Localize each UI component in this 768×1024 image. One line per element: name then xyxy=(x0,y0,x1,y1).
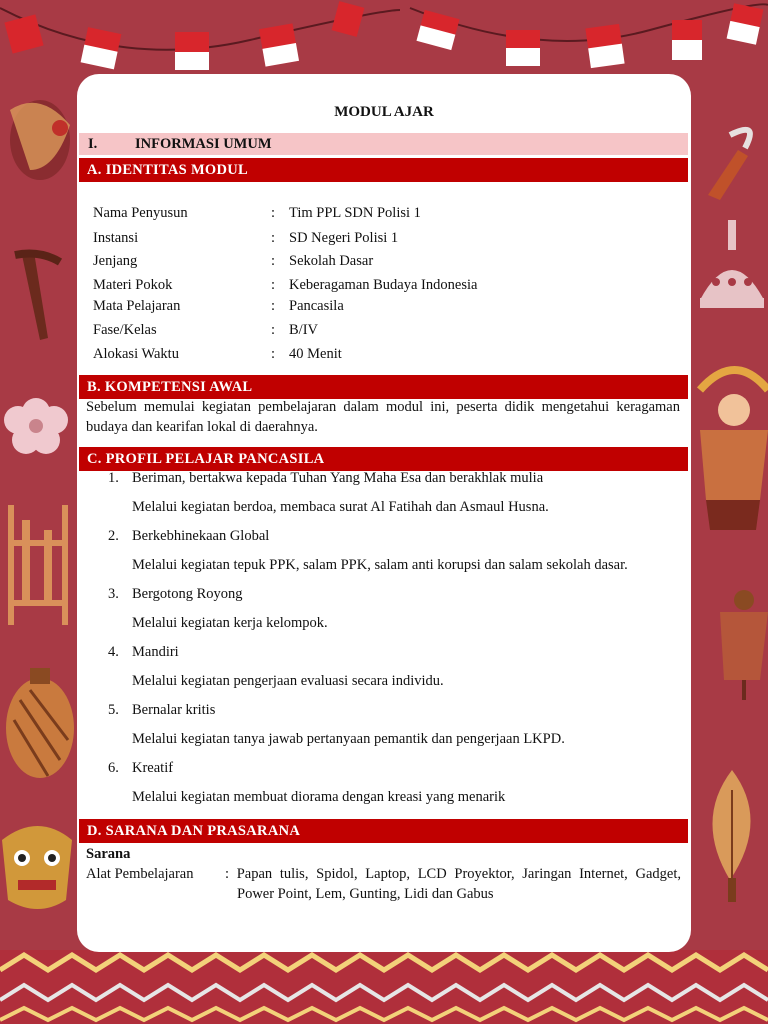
identity-colon: : xyxy=(271,277,276,293)
identity-label: Fase/Kelas xyxy=(93,322,157,338)
identity-colon: : xyxy=(271,253,276,269)
section-label: INFORMASI UMUM xyxy=(135,136,272,152)
list-item-title: Beriman, bertakwa kepada Tuhan Yang Maha Esa dan berakhlak mulia xyxy=(132,470,544,486)
section-profil-pelajar: C. PROFIL PELAJAR PANCASILA xyxy=(79,447,688,471)
alat-label: Alat Pembelajaran xyxy=(86,866,194,882)
list-item-description: Melalui kegiatan membuat diorama dengan kreasi yang menarik xyxy=(132,789,506,805)
identity-label: Mata Pelajaran xyxy=(93,298,181,314)
identity-label: Jenjang xyxy=(93,253,138,269)
identity-colon: : xyxy=(271,205,276,221)
list-number: 5. xyxy=(108,702,119,718)
identity-colon: : xyxy=(271,298,276,314)
identity-value: B/IV xyxy=(289,322,318,338)
list-item-description: Melalui kegiatan berdoa, membaca surat Al Fatihah dan Asmaul Husna. xyxy=(132,499,549,515)
bird-of-paradise-ornament xyxy=(10,100,70,180)
list-number: 1. xyxy=(108,470,119,486)
section-informasi-umum xyxy=(79,133,688,155)
identity-label: Instansi xyxy=(93,230,139,246)
list-item-title: Bergotong Royong xyxy=(132,586,243,602)
identity-value: Pancasila xyxy=(289,298,344,314)
list-item-description: Melalui kegiatan tepuk PPK, salam PPK, salam anti korupsi dan salam sekolah dasar. xyxy=(132,557,628,573)
barong-mask-ornament xyxy=(2,826,72,909)
kompetensi-awal-text: Sebelum memulai kegiatan pembelajaran dalam modul ini, peserta didik mengetahui keragaman budaya dan kearifan lokal di daerahnya. xyxy=(86,399,680,435)
identity-value: SD Negeri Polisi 1 xyxy=(289,230,399,246)
list-item-description: Melalui kegiatan kerja kelompok. xyxy=(132,615,328,631)
identity-label: Materi Pokok xyxy=(93,277,173,293)
section-number: I. xyxy=(88,136,98,152)
list-item-title: Mandiri xyxy=(132,644,179,660)
document-card xyxy=(77,74,691,952)
list-item-title: Berkebhinekaan Global xyxy=(132,528,270,544)
identity-colon: : xyxy=(271,322,276,338)
list-item-title: Kreatif xyxy=(132,760,174,776)
list-number: 3. xyxy=(108,586,119,602)
identity-value: 40 Menit xyxy=(289,346,342,362)
songket-border-pattern xyxy=(0,950,768,1024)
list-item-description: Melalui kegiatan tanya jawab pertanyaan pemantik dan pengerjaan LKPD. xyxy=(132,731,565,747)
identity-colon: : xyxy=(271,346,276,362)
list-number: 2. xyxy=(108,528,119,544)
identity-value: Tim PPL SDN Polisi 1 xyxy=(289,205,421,221)
list-item-title: Bernalar kritis xyxy=(132,702,216,718)
document-title: MODUL AJAR xyxy=(334,104,434,120)
section-sarana-prasarana: D. SARANA DAN PRASARANA xyxy=(79,819,688,843)
identity-value: Keberagaman Budaya Indonesia xyxy=(289,277,478,293)
alat-value-line1: : Papan tulis, Spidol, Laptop, LCD Proyektor, Jaringan Internet, Gadget, xyxy=(225,866,681,882)
sarana-heading: Sarana xyxy=(86,846,131,862)
list-number: 6. xyxy=(108,760,119,776)
list-item-description: Melalui kegiatan pengerjaan evaluasi secara individu. xyxy=(132,673,444,689)
identity-colon: : xyxy=(271,230,276,246)
section-kompetensi-awal: B. KOMPETENSI AWAL xyxy=(79,375,688,399)
identity-label: Nama Penyusun xyxy=(93,205,188,221)
list-number: 4. xyxy=(108,644,119,660)
alat-value-line2: Power Point, Lem, Gunting, Lidi dan Gabus xyxy=(237,886,494,902)
identity-value: Sekolah Dasar xyxy=(289,253,374,269)
section-identitas-modul: A. IDENTITAS MODUL xyxy=(79,158,688,182)
identity-label: Alokasi Waktu xyxy=(93,346,179,362)
